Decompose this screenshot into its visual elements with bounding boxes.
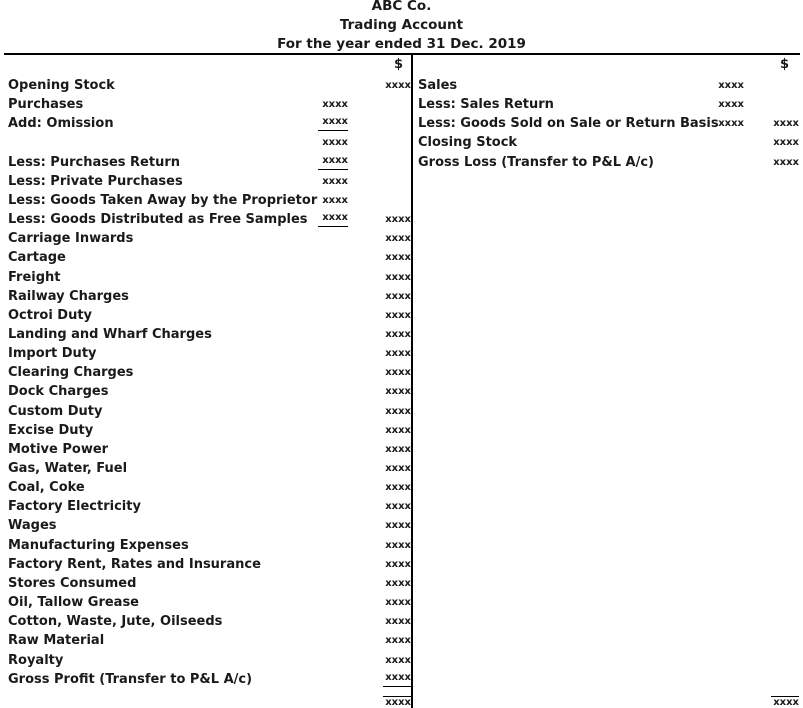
left-total: xxxx — [383, 696, 411, 708]
credit-row-subamount: xxxx — [718, 80, 744, 91]
credit-row-amount: xxxx — [773, 137, 799, 149]
debit-row-amount: xxxx — [385, 558, 411, 570]
debit-row-amount: xxxx — [385, 328, 411, 340]
debit-row-amount: xxxx — [385, 443, 411, 455]
debit-row-amount: xxxx — [385, 252, 411, 264]
debit-row-amount: xxxx — [385, 616, 411, 628]
period-line: For the year ended 31 Dec. 2019 — [277, 36, 526, 52]
right-total: xxxx — [771, 696, 799, 708]
debit-row-amount: xxxx — [385, 309, 411, 321]
debit-row-subamount: xxxx — [322, 175, 348, 187]
debit-row-amount: xxxx — [385, 424, 411, 436]
credit-row-amount: xxxx — [773, 156, 799, 168]
debit-row-label: Stores Consumed — [8, 575, 137, 591]
debit-row-amount: xxxx — [385, 654, 411, 666]
credit-row-amount: xxxx — [773, 118, 799, 130]
center-divider — [411, 54, 413, 708]
debit-row-amount: xxxx — [385, 501, 411, 513]
debit-row-amount: xxxx — [385, 367, 411, 379]
debit-row-label: Less: Goods Distributed as Free Samples — [8, 212, 308, 228]
credit-row-label: Closing Stock — [418, 135, 518, 151]
debit-row-amount: xxxx — [385, 463, 411, 474]
debit-row-label: Manufacturing Expenses — [8, 537, 189, 553]
credit-row-label: Less: Sales Return — [418, 97, 554, 113]
debit-row-label: Import Duty — [8, 346, 97, 362]
debit-row-amount: xxxx — [385, 386, 411, 398]
debit-row-label: Excise Duty — [8, 422, 94, 438]
debit-row-label: Carriage Inwards — [8, 231, 134, 247]
debit-row-label: Wages — [8, 518, 57, 534]
credit-row-label: Sales — [418, 78, 458, 93]
debit-row-subamount: xxxx — [322, 99, 348, 111]
credit-row-subamount: xxxx — [718, 99, 744, 111]
debit-row-label: Less: Goods Taken Away by the Proprietor — [8, 192, 318, 208]
debit-row-label: Gross Profit (Transfer to P&L A/c) — [8, 671, 253, 687]
debit-row-label: Octroi Duty — [8, 307, 93, 323]
debit-row-label: Landing and Wharf Charges — [8, 326, 212, 342]
credit-row-label: Less: Goods Sold on Sale or Return Basis — [418, 116, 719, 132]
debit-row-label: Coal, Coke — [8, 480, 85, 496]
debit-row-label: Railway Charges — [8, 288, 129, 304]
debit-row-subamount: xxxx — [318, 153, 348, 170]
debit-row-label: Cotton, Waste, Jute, Oilseeds — [8, 614, 223, 630]
company-name: ABC Co. — [371, 0, 432, 14]
debit-row-label: Dock Charges — [8, 384, 109, 400]
debit-row-amount: xxxx — [385, 80, 411, 91]
debit-row-label: Freight — [8, 269, 61, 285]
debit-row-amount: xxxx — [385, 233, 411, 245]
debit-row-amount: xxxx — [385, 577, 411, 589]
debit-row-label: Clearing Charges — [8, 365, 134, 381]
debit-row-label: Add: Omission — [8, 116, 114, 132]
debit-row-amount: xxxx — [385, 271, 411, 283]
debit-row-amount: xxxx — [385, 482, 411, 494]
currency-right: $ — [780, 57, 790, 72]
debit-row-subamount: xxxx — [322, 137, 348, 149]
debit-row-label: Custom Duty — [8, 403, 103, 419]
debit-row-subamount: xxxx — [318, 114, 348, 131]
debit-row-amount: xxxx — [385, 348, 411, 360]
debit-row-amount: xxxx — [385, 520, 411, 532]
debit-row-label: Raw Material — [8, 633, 105, 649]
debit-row-label: Purchases — [8, 97, 84, 113]
debit-row-subamount: xxxx — [318, 210, 348, 227]
debit-row-label: Gas, Water, Fuel — [8, 461, 128, 476]
debit-row-subamount: xxxx — [322, 194, 348, 206]
debit-row-amount: xxxx — [385, 405, 411, 417]
debit-row-amount: xxxx — [385, 539, 411, 551]
top-rule — [4, 53, 800, 55]
debit-row-label: Less: Private Purchases — [8, 173, 183, 189]
debit-row-amount: xxxx — [385, 635, 411, 647]
debit-row-label: Factory Electricity — [8, 499, 141, 515]
debit-row-amount: xxxx — [383, 670, 411, 687]
debit-row-label: Motive Power — [8, 441, 109, 457]
account-title: Trading Account — [339, 17, 464, 33]
debit-row-amount: xxxx — [385, 214, 411, 226]
debit-row-label: Royalty — [8, 652, 64, 668]
debit-row-label: Factory Rent, Rates and Insurance — [8, 556, 261, 572]
debit-row-label: Oil, Tallow Grease — [8, 595, 139, 611]
debit-row-label: Cartage — [8, 250, 66, 266]
credit-row-label: Gross Loss (Transfer to P&L A/c) — [418, 154, 654, 170]
debit-row-label: Opening Stock — [8, 78, 115, 93]
debit-row-label: Less: Purchases Return — [8, 154, 181, 170]
credit-row-subamount: xxxx — [718, 118, 744, 130]
debit-row-amount: xxxx — [385, 290, 411, 302]
debit-row-amount: xxxx — [385, 597, 411, 609]
currency-left: $ — [394, 57, 404, 72]
